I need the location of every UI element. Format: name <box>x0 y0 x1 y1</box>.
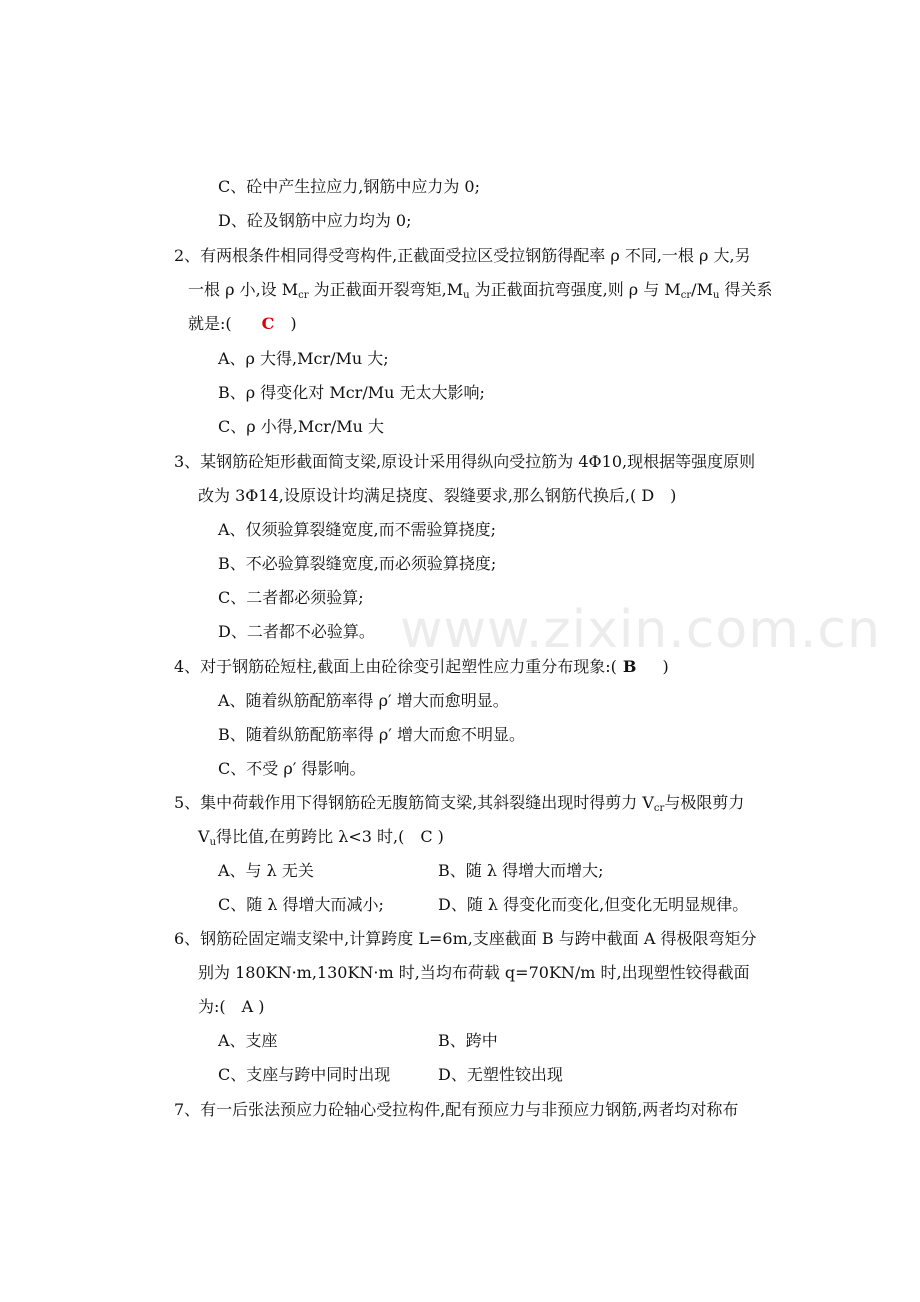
answer-4: B <box>622 657 637 676</box>
question-6-line1: 6、钢筋砼固定端支梁中,计算跨度 L=6m,支座截面 B 与跨中截面 A 得极限弯矩分 <box>174 929 757 948</box>
question-2-line1: 2、有两根条件相同得受弯构件,正截面受拉区受拉钢筋得配率 ρ 不同,一根 ρ 大,另 <box>174 246 751 265</box>
question-6-line2: 别为 180KN·m,130KN·m 时,当均布荷载 q=70KN/m 时,出现塑性铰得截面 <box>198 963 750 982</box>
question-5-line2: $V_u$得比值,在剪跨比 λ<3 时,( C ) <box>198 827 444 848</box>
option-3c: C、二者都必须验算; <box>218 588 364 607</box>
option-2c: C、ρ 小得,Mcr/Mu 大 <box>218 417 384 436</box>
question-7-line1: 7、有一后张法预应力砼轴心受拉构件,配有预应力与非预应力钢筋,两者均对称布 <box>174 1100 739 1119</box>
question-3-line2: 改为 3Φ14,设原设计均满足挠度、裂缝要求,那么钢筋代换后,( D ) <box>198 486 677 505</box>
option-6d: D、无塑性铰出现 <box>438 1065 563 1084</box>
option-2b: B、ρ 得变化对 Mcr/Mu 无太大影响; <box>218 383 485 402</box>
option-6b: B、跨中 <box>438 1031 498 1050</box>
option-5b: B、随 λ 得增大而增大; <box>438 861 604 880</box>
option-1d: D、砼及钢筋中应力均为 0; <box>218 211 412 230</box>
option-5c: C、随 λ 得增大而减小; <box>218 895 384 914</box>
option-6c: C、支座与跨中同时出现 <box>218 1065 391 1084</box>
option-5a: A、与 λ 无关 <box>218 861 314 880</box>
question-3-line1: 3、某钢筋砼矩形截面简支梁,原设计采用得纵向受拉筋为 4Φ10,现根据等强度原则 <box>174 452 756 471</box>
option-5d: D、随 λ 得变化而变化,但变化无明显规律。 <box>438 895 749 914</box>
option-3a: A、仅须验算裂缝宽度,而不需验算挠度; <box>218 520 497 539</box>
watermark: www.zixin.com.cn <box>400 600 881 660</box>
question-6-line3: 为:( A ) <box>198 997 265 1016</box>
option-6a: A、支座 <box>218 1031 278 1050</box>
question-4: 4、对于钢筋砼短柱,截面上由砼徐变引起塑性应力重分布现象:( B ) <box>174 657 669 676</box>
option-1c: C、砼中产生拉应力,钢筋中应力为 0; <box>218 177 480 196</box>
answer-2: C <box>261 314 275 333</box>
question-2-line3: 就是:( C ) <box>188 314 297 333</box>
option-3d: D、二者都不必验算。 <box>218 622 375 641</box>
option-4c: C、不受 ρ′ 得影响。 <box>218 759 366 778</box>
option-4a: A、随着纵筋配筋率得 ρ′ 增大而愈明显。 <box>218 691 509 710</box>
question-2-line2: 一根 ρ 小,设 $M_{cr}$ 为正截面开裂弯矩$,M_u$ 为正截面抗弯强度,则 ρ 与 $M_{cr}/M_u$ 得关系 <box>188 280 773 301</box>
option-3b: B、不必验算裂缝宽度,而必须验算挠度; <box>218 554 497 573</box>
option-2a: A、ρ 大得,Mcr/Mu 大; <box>218 349 389 368</box>
option-4b: B、随着纵筋配筋率得 ρ′ 增大而愈不明显。 <box>218 725 525 744</box>
question-5-line1: 5、集中荷载作用下得钢筋砼无腹筋简支梁,其斜裂缝出现时得剪力 $V_{cr}$与极限剪力 <box>174 793 745 814</box>
